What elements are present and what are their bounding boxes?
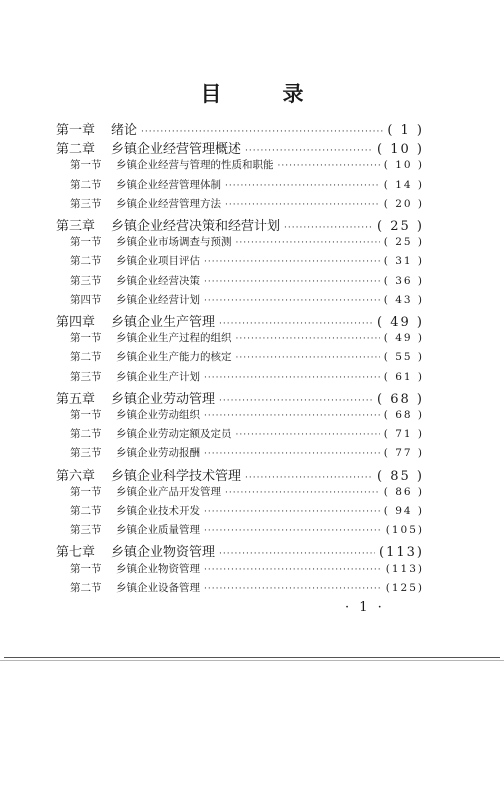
dot-leader [219, 319, 373, 329]
chapter-number: 第五章 [56, 391, 96, 407]
chapter-title: 乡镇企业物资管理 [111, 545, 216, 561]
toc-chapter-entry [56, 388, 424, 407]
dot-leader [278, 161, 380, 171]
page-reference: ( 43 ) [383, 293, 424, 306]
dot-leader [204, 507, 380, 517]
section-title: 乡镇企业劳动定额及定员 [116, 428, 232, 441]
section-title: 乡镇企业经营计划 [116, 293, 200, 306]
page-reference: ( 61 ) [383, 370, 424, 383]
chapter-number: 第一章 [56, 123, 96, 138]
section-number: 第三节 [70, 274, 102, 287]
dot-leader [225, 181, 380, 191]
section-number: 第三节 [70, 370, 102, 383]
toc-section-entry [70, 484, 424, 499]
page-reference: (113) [385, 562, 424, 575]
section-title: 乡镇企业经营管理方法 [116, 197, 221, 210]
toc-section-entry [70, 273, 424, 288]
page-reference: ( 14 ) [383, 178, 424, 191]
toc-section-entry [70, 369, 424, 384]
section-number: 第一节 [70, 485, 102, 498]
dot-leader [245, 473, 373, 483]
page-reference: ( 94 ) [383, 505, 424, 517]
page-reference: ( 1 ) [387, 123, 424, 138]
toc-chapter-entry [56, 119, 424, 138]
toc-section-entry [70, 330, 424, 345]
toc-chapter-entry [56, 311, 424, 330]
section-title: 乡镇企业劳动报酬 [116, 447, 200, 460]
page-reference: ( 20 ) [383, 197, 424, 210]
section-title: 乡镇企业技术开发 [116, 505, 200, 517]
section-number: 第一节 [70, 236, 102, 249]
toc-section-entry [70, 503, 424, 518]
dot-leader [204, 277, 380, 287]
dot-leader [236, 334, 380, 344]
toc-section-entry [70, 177, 424, 192]
page-reference: ( 77 ) [383, 447, 424, 460]
toc-chapter-entry [56, 215, 424, 234]
dot-leader [141, 127, 383, 137]
section-number: 第二节 [70, 255, 102, 268]
section-number: 第三节 [70, 197, 102, 210]
page-reference: (113) [379, 545, 424, 561]
dot-leader [219, 396, 373, 406]
toc-section-entry [70, 253, 424, 268]
chapter-number: 第二章 [56, 142, 96, 158]
dot-leader [204, 526, 382, 536]
page-reference: ( 68 ) [383, 409, 424, 421]
page-reference: ( 86 ) [383, 485, 424, 498]
page-reference: ( 10 ) [377, 142, 424, 158]
dot-leader [236, 238, 380, 248]
page-title: 目 录 [200, 82, 324, 106]
section-title: 乡镇企业生产计划 [116, 370, 200, 383]
dot-leader [204, 584, 382, 594]
chapter-title: 绪论 [111, 123, 138, 138]
section-number: 第二节 [70, 351, 102, 364]
bottom-rule-shadow [0, 660, 504, 661]
dot-leader [245, 146, 373, 156]
section-title: 乡镇企业劳动组织 [116, 409, 200, 421]
toc-section-entry [70, 561, 424, 576]
section-number: 第一节 [70, 409, 102, 421]
section-title: 乡镇企业设备管理 [116, 581, 200, 594]
dot-leader [204, 373, 380, 383]
page-reference: (125) [385, 581, 424, 594]
dot-leader [284, 223, 373, 233]
section-title: 乡镇企业经营决策 [116, 274, 200, 287]
bottom-rule [4, 657, 500, 658]
toc-section-entry [70, 292, 424, 307]
dot-leader [225, 488, 380, 498]
section-number: 第一节 [70, 159, 102, 172]
toc-section-entry [70, 580, 424, 595]
section-number: 第二节 [70, 428, 102, 441]
dot-leader [204, 411, 380, 421]
toc-section-entry [70, 426, 424, 441]
dot-leader [204, 565, 382, 575]
chapter-number: 第四章 [56, 315, 96, 330]
page-reference: ( 85 ) [377, 468, 424, 484]
dot-leader [204, 257, 380, 267]
section-title: 乡镇企业生产能力的核定 [116, 351, 232, 364]
dot-leader [204, 296, 380, 306]
section-title: 乡镇企业物资管理 [116, 562, 200, 575]
section-number: 第一节 [70, 562, 102, 575]
section-title: 乡镇企业产品开发管理 [116, 485, 221, 498]
page-reference: ( 49 ) [383, 332, 424, 345]
dot-leader [236, 353, 380, 363]
page-reference: ( 31 ) [383, 255, 424, 268]
dot-leader [219, 549, 375, 559]
page-reference: ( 25 ) [383, 236, 424, 249]
section-number: 第二节 [70, 178, 102, 191]
section-title: 乡镇企业生产过程的组织 [116, 332, 232, 345]
toc-chapter-entry [56, 541, 424, 560]
dot-leader [236, 430, 380, 440]
toc-section-entry [70, 445, 424, 460]
chapter-title: 乡镇企业科学技术管理 [111, 468, 242, 484]
section-number: 第二节 [70, 505, 102, 517]
section-title: 乡镇企业经营管理体制 [116, 178, 221, 191]
dot-leader [225, 200, 380, 210]
toc-section-entry [70, 407, 424, 422]
chapter-number: 第六章 [56, 468, 96, 484]
dot-leader [204, 449, 380, 459]
toc-section-entry [70, 234, 424, 249]
section-title: 乡镇企业经营与管理的性质和职能 [116, 159, 274, 172]
page-reference: ( 36 ) [383, 274, 424, 287]
chapter-title: 乡镇企业经营管理概述 [111, 142, 242, 158]
chapter-number: 第七章 [56, 545, 96, 561]
toc-section-entry [70, 522, 424, 537]
section-number: 第三节 [70, 524, 102, 537]
section-number: 第二节 [70, 581, 102, 594]
page-reference: ( 25 ) [377, 219, 424, 234]
section-title: 乡镇企业项目评估 [116, 255, 200, 268]
section-number: 第四节 [70, 293, 102, 306]
page-reference: (105) [385, 524, 424, 537]
page-number: · 1 · [345, 600, 385, 615]
chapter-title: 乡镇企业生产管理 [111, 315, 216, 330]
page-reference: ( 71 ) [383, 428, 424, 441]
chapter-number: 第三章 [56, 219, 96, 234]
page-reference: ( 55 ) [383, 351, 424, 364]
section-number: 第一节 [70, 332, 102, 345]
section-title: 乡镇企业质量管理 [116, 524, 200, 537]
chapter-title: 乡镇企业劳动管理 [111, 391, 216, 407]
toc-section-entry [70, 196, 424, 211]
page-reference: ( 10 ) [383, 159, 424, 172]
chapter-title: 乡镇企业经营决策和经营计划 [111, 219, 281, 234]
toc-section-entry [70, 157, 424, 172]
page-reference: ( 49 ) [377, 315, 424, 330]
section-title: 乡镇企业市场调查与预测 [116, 236, 232, 249]
toc-chapter-entry [56, 465, 424, 484]
page-reference: ( 68 ) [377, 391, 424, 407]
toc-section-entry [70, 349, 424, 364]
section-number: 第三节 [70, 447, 102, 460]
toc-chapter-entry [56, 138, 424, 157]
